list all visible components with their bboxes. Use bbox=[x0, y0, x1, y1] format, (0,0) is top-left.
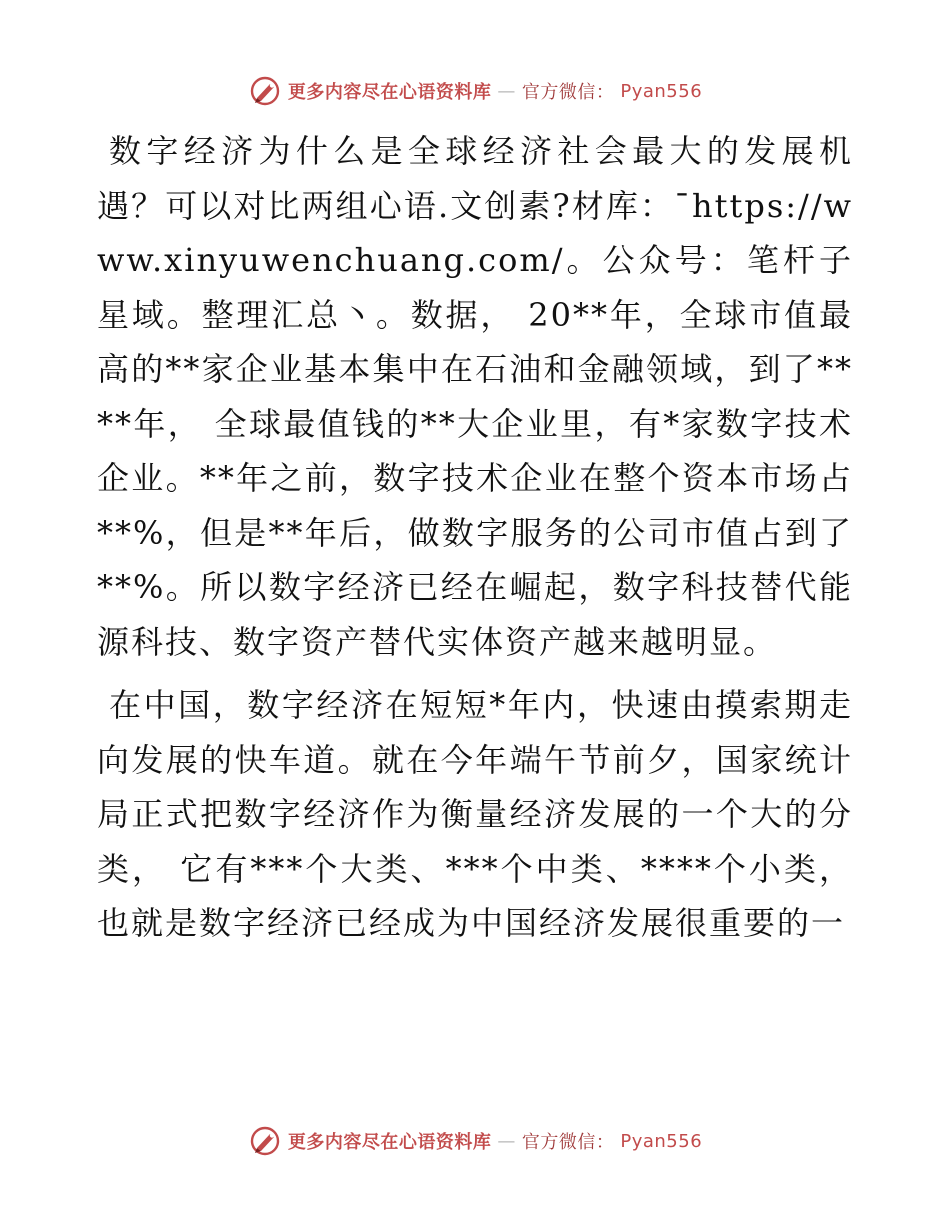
watermark-wechat-label: 官方微信： bbox=[521, 82, 615, 103]
document-body bbox=[97, 124, 853, 951]
footer-watermark bbox=[0, 1124, 950, 1158]
pen-logo-icon bbox=[248, 74, 282, 108]
paragraph-2: 在中国，数字经济在短短*年内，快速由摸索期走向发展的快车道。就在今年端午节前夕，国家统计局正式把数字经济作为衡量经济发展的一个大的分类， 它有***个大类、***个中类、****个小类，也就是数字经济已经成为中国经济发展很重要的一 bbox=[97, 686, 853, 942]
watermark-text: 更多内容尽在心语资料库 bbox=[287, 82, 492, 103]
paragraph-1: 数字经济为什么是全球经济社会最大的发展机遇？可以对比两组心语.文创素?材库：¯https://www.xinyuwenchuang.com/。公众号：笔杆子星域。整理汇总丶。数据， 20**年，全球市值最高的**家企业基本集中在石油和金融领域，到了****年， 全球最值钱的**大企业里，有*家数字技术企业。**年之前，数字技术企业在整个资本市场占**%，但是**年后，做数字服务的公司市值占到了**%。所以数字经济已经在崛起，数字科技替代能源科技、数字资产替代实体资产越来越明显。 bbox=[97, 132, 853, 661]
watermark-wechat-id: Pyan556 bbox=[620, 1130, 703, 1152]
header-watermark bbox=[0, 74, 950, 108]
watermark-dash: — bbox=[497, 80, 516, 102]
watermark-dash: — bbox=[497, 1130, 516, 1152]
watermark-text: 更多内容尽在心语资料库 bbox=[287, 1132, 492, 1153]
watermark-wechat-label: 官方微信： bbox=[521, 1132, 615, 1153]
watermark-wechat-id: Pyan556 bbox=[620, 80, 703, 102]
pen-logo-icon bbox=[248, 1124, 282, 1158]
